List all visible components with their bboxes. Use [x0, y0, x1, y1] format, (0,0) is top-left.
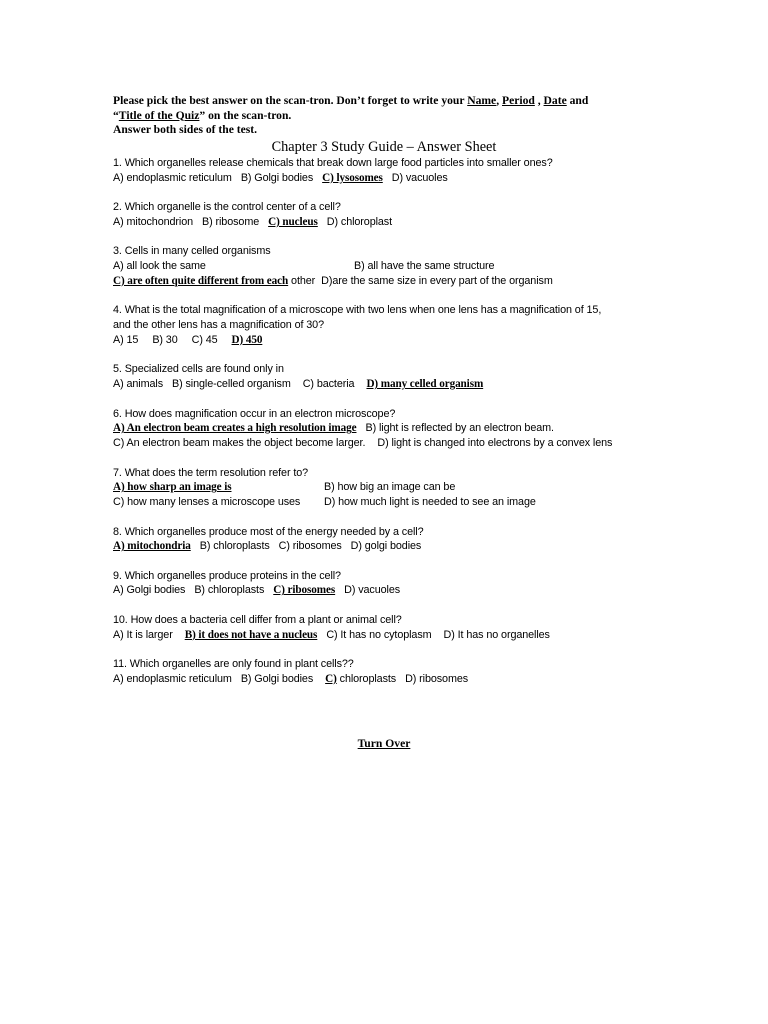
choice-c: C) how many lenses a microscope uses	[113, 496, 301, 509]
choice-d: D) chloroplast	[326, 215, 393, 228]
question-text: 6. How does magnification occur in an electron microscope?	[113, 407, 396, 420]
answer-choices	[113, 171, 723, 186]
name-label: Name	[467, 94, 497, 107]
answer-choices	[113, 215, 723, 230]
choice-c-rest: chloroplasts	[336, 672, 397, 685]
answer-choices-row-1	[113, 259, 723, 274]
question-9	[113, 569, 723, 599]
question-7	[113, 466, 723, 510]
page-title: Chapter 3 Study Guide – Answer Sheet	[271, 139, 497, 155]
question-1	[113, 156, 723, 186]
instructions-line-3: Answer both sides of the test.	[113, 123, 258, 136]
answer-choices	[113, 377, 723, 392]
question-list	[113, 156, 723, 701]
answer-choices	[113, 539, 723, 554]
period-label: Period	[502, 94, 535, 107]
choice-d: D) It has no organelles	[443, 628, 550, 641]
instructions-line-1	[113, 94, 713, 109]
answer-choices	[113, 583, 723, 598]
answer-choices	[113, 672, 723, 687]
choice-a: A) Golgi bodies	[113, 584, 186, 597]
choice-c: C) ribosomes	[278, 540, 342, 553]
question-5	[113, 362, 723, 392]
choice-a: A) endoplasmic reticulum	[113, 672, 232, 685]
choice-b: B) ribosome	[202, 215, 260, 228]
choice-a: A) It is larger	[113, 628, 173, 641]
answer-choices-row-2	[113, 495, 723, 510]
question-text: 7. What does the term resolution refer to?	[113, 466, 309, 479]
choice-d: D) golgi bodies	[350, 540, 422, 553]
correct-choice-a: A) mitochondria	[113, 540, 191, 553]
choice-c-rest: other	[288, 274, 316, 287]
choice-d: D) vacuoles	[344, 584, 401, 597]
question-8	[113, 525, 723, 555]
choice-d: D) ribosomes	[405, 672, 469, 685]
choice-b: B) 30	[152, 333, 178, 346]
choice-b: B) all have the same structure	[354, 260, 495, 273]
choice-b: B) how big an image can be	[324, 481, 456, 494]
question-text: 11. Which organelles are only found in plant cells??	[113, 658, 354, 671]
instructions-text: ” on the scan-tron.	[199, 108, 292, 122]
correct-choice-d: D) many celled organism	[366, 378, 484, 391]
answer-choices-row-2	[113, 274, 723, 289]
question-11	[113, 657, 723, 687]
instructions-line-2	[113, 109, 713, 124]
choice-d: D) vacuoles	[391, 171, 448, 184]
instructions-text: and	[566, 94, 589, 107]
correct-choice-a: A) how sharp an image is	[113, 481, 232, 494]
question-text-line-2: and the other lens has a magnification of 30?	[113, 319, 324, 332]
choice-a: A) all look the same	[113, 260, 206, 273]
choice-d: D) how much light is needed to see an image	[324, 496, 536, 509]
choice-b: B) light is reflected by an electron beam.	[365, 422, 554, 435]
correct-choice-b: B) it does not have a nucleus	[184, 628, 318, 641]
choice-b: B) chloroplasts	[199, 540, 270, 553]
instructions-text: Please pick the best answer on the scan-tron. Don’t forget to write your	[113, 94, 468, 107]
choice-c: C) bacteria	[302, 378, 355, 391]
answer-choices	[113, 628, 723, 643]
choice-b: B) single-celled organism	[172, 378, 291, 391]
answer-choices-row-2	[113, 436, 723, 451]
choice-b: B) Golgi bodies	[240, 171, 314, 184]
quiz-title-label: Title of the Quiz	[118, 108, 200, 122]
question-10	[113, 613, 723, 643]
question-text: 8. Which organelles produce most of the energy needed by a cell?	[113, 525, 424, 538]
question-2	[113, 200, 723, 230]
correct-choice-c: C) are often quite different from each	[113, 274, 289, 287]
question-text: 2. Which organelle is the control center of a cell?	[113, 201, 341, 214]
question-6	[113, 407, 723, 451]
choice-c: C) An electron beam makes the object become larger.	[113, 437, 366, 450]
question-text: 5. Specialized cells are found only in	[113, 363, 284, 376]
choice-d: D) light is changed into electrons by a convex lens	[377, 437, 613, 450]
question-text: 3. Cells in many celled organisms	[113, 245, 271, 258]
choice-c: C) It has no cytoplasm	[326, 628, 432, 641]
question-text-line-1: 4. What is the total magnification of a microscope with two lens when one lens has a magnification of 15,	[113, 304, 602, 317]
question-text: 10. How does a bacteria cell differ from a plant or animal cell?	[113, 613, 402, 626]
correct-choice-c: C) ribosomes	[273, 584, 336, 597]
correct-choice-d: D) 450	[231, 333, 263, 346]
choice-a: A) 15	[113, 333, 139, 346]
separator: ,	[534, 94, 544, 107]
instructions-header	[113, 94, 713, 138]
question-text: 1. Which organelles release chemicals that break down large food particles into smaller ones?	[113, 157, 553, 169]
quote-mark: “	[113, 108, 119, 122]
choice-b: B) Golgi bodies	[240, 672, 314, 685]
answer-choices-row-1	[113, 421, 723, 436]
answer-choices	[113, 333, 723, 348]
question-3	[113, 244, 723, 288]
choice-b: B) chloroplasts	[194, 584, 265, 597]
correct-choice-c: C) lysosomes	[322, 171, 383, 184]
turn-over-note: Turn Over	[357, 737, 411, 750]
question-text: 9. Which organelles produce proteins in the cell?	[113, 569, 341, 582]
choice-a: A) animals	[113, 378, 164, 391]
choice-a: A) endoplasmic reticulum	[113, 171, 232, 184]
correct-choice-c: C) nucleus	[268, 215, 318, 228]
choice-a: A) mitochondrion	[113, 215, 194, 228]
choice-c: C) 45	[191, 333, 218, 346]
correct-choice-a: A) An electron beam creates a high resolution image	[113, 422, 357, 435]
choice-d: D)are the same size in every part of the organism	[321, 274, 553, 287]
answer-choices-row-1	[113, 480, 723, 495]
date-label: Date	[543, 94, 567, 107]
question-4	[113, 303, 723, 347]
separator: ,	[496, 94, 502, 107]
correct-choice-c-letter: C)	[325, 672, 337, 685]
